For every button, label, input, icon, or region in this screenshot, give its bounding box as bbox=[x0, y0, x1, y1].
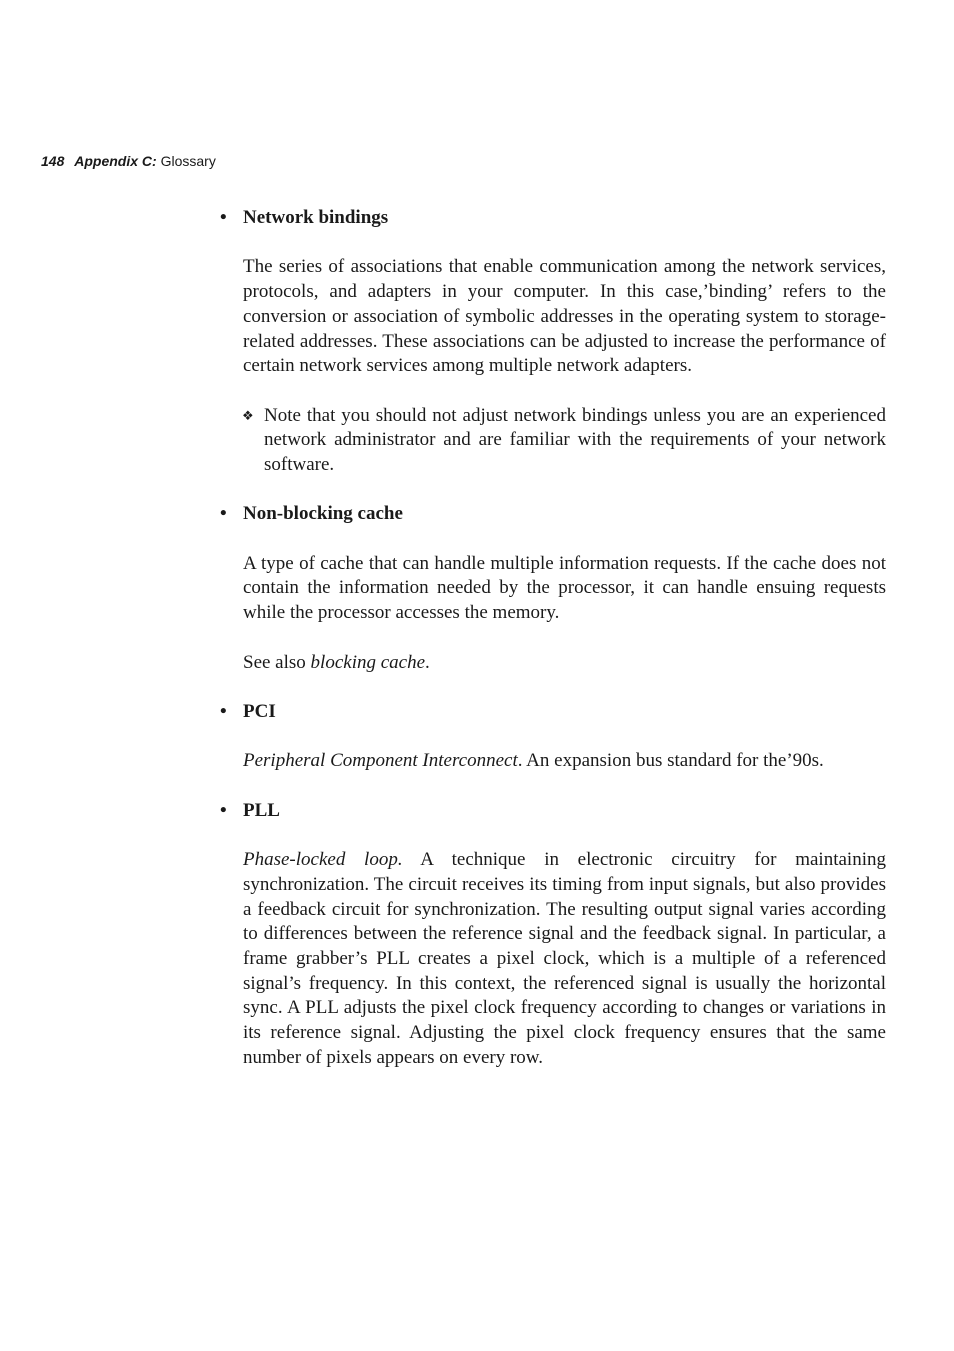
term-definition: The series of associations that enable communication among the network services, protocols, and adapters in your computer. In this case,’binding’ refers to the conversion or association of symbolic addresses in the operating system to storage-related addresses. These associations can be adjusted to increase the performance of certain network services among multiple network adapters. bbox=[243, 256, 886, 377]
bullet-icon: • bbox=[220, 700, 227, 722]
section-title: Glossary bbox=[160, 153, 216, 169]
note-text: Note that you should not adjust network bindings unless you are an experienced network administrator and are familiar with the requirements of your network software. bbox=[264, 404, 886, 475]
term-definition bbox=[243, 749, 886, 774]
glossary-entry-non-blocking-cache bbox=[220, 502, 886, 675]
bullet-icon: • bbox=[220, 207, 227, 228]
page-number: 148 bbox=[41, 153, 65, 169]
glossary-term bbox=[220, 502, 886, 527]
page-header bbox=[41, 151, 216, 171]
glossary-term bbox=[220, 799, 886, 824]
term-note bbox=[242, 404, 886, 478]
term-expansion: Phase-locked loop. bbox=[243, 849, 403, 871]
glossary-entry-network-bindings bbox=[220, 206, 886, 478]
definition-text: A technique in electronic circuitry for maintaining synchronization. The circuit receives its timing from input signals, but also provides a feedback circuit for synchronization. The resulting output signal varies according to differences between the reference signal and the feedback signal. In particular, a frame grabber’s PLL creates a pixel clock, which is a multiple of a referenced signal’s frequency. In this context, the referenced signal is usually the horizontal sync. A PLL adjusts the pixel clock frequency according to changes or variations in its reference signal. Adjusting the pixel clock frequency ensures that the same number of pixels appears on every row. bbox=[243, 849, 886, 1068]
term-definition: A type of cache that can handle multiple information requests. If the cache does not contain the information needed by the processor, it can handle ensuing requests while the processor accesses the memory. bbox=[243, 552, 886, 624]
term-label: Non-blocking cache bbox=[243, 503, 403, 525]
glossary-entry-pll bbox=[220, 799, 886, 1071]
see-also bbox=[243, 651, 886, 676]
bullet-icon: • bbox=[220, 503, 227, 525]
glossary-entry-pci bbox=[220, 700, 886, 774]
glossary-term bbox=[220, 206, 886, 231]
glossary-term bbox=[220, 700, 886, 725]
see-also-suffix: . bbox=[425, 651, 430, 673]
definition-text: . An expansion bus standard for the’90s. bbox=[517, 750, 824, 772]
see-also-prefix: See also bbox=[243, 651, 311, 673]
term-label: Network bindings bbox=[243, 207, 389, 228]
term-label: PLL bbox=[243, 799, 280, 821]
section-label: Appendix C: bbox=[74, 153, 157, 169]
glossary-content bbox=[220, 206, 886, 1070]
term-definition bbox=[243, 848, 886, 1070]
bullet-icon: • bbox=[220, 799, 227, 821]
term-label: PCI bbox=[243, 700, 276, 722]
see-also-term: blocking cache bbox=[310, 651, 426, 673]
diamond-note-icon: ❖ bbox=[242, 408, 254, 424]
term-expansion: Peripheral Component Interconnect bbox=[243, 750, 518, 772]
